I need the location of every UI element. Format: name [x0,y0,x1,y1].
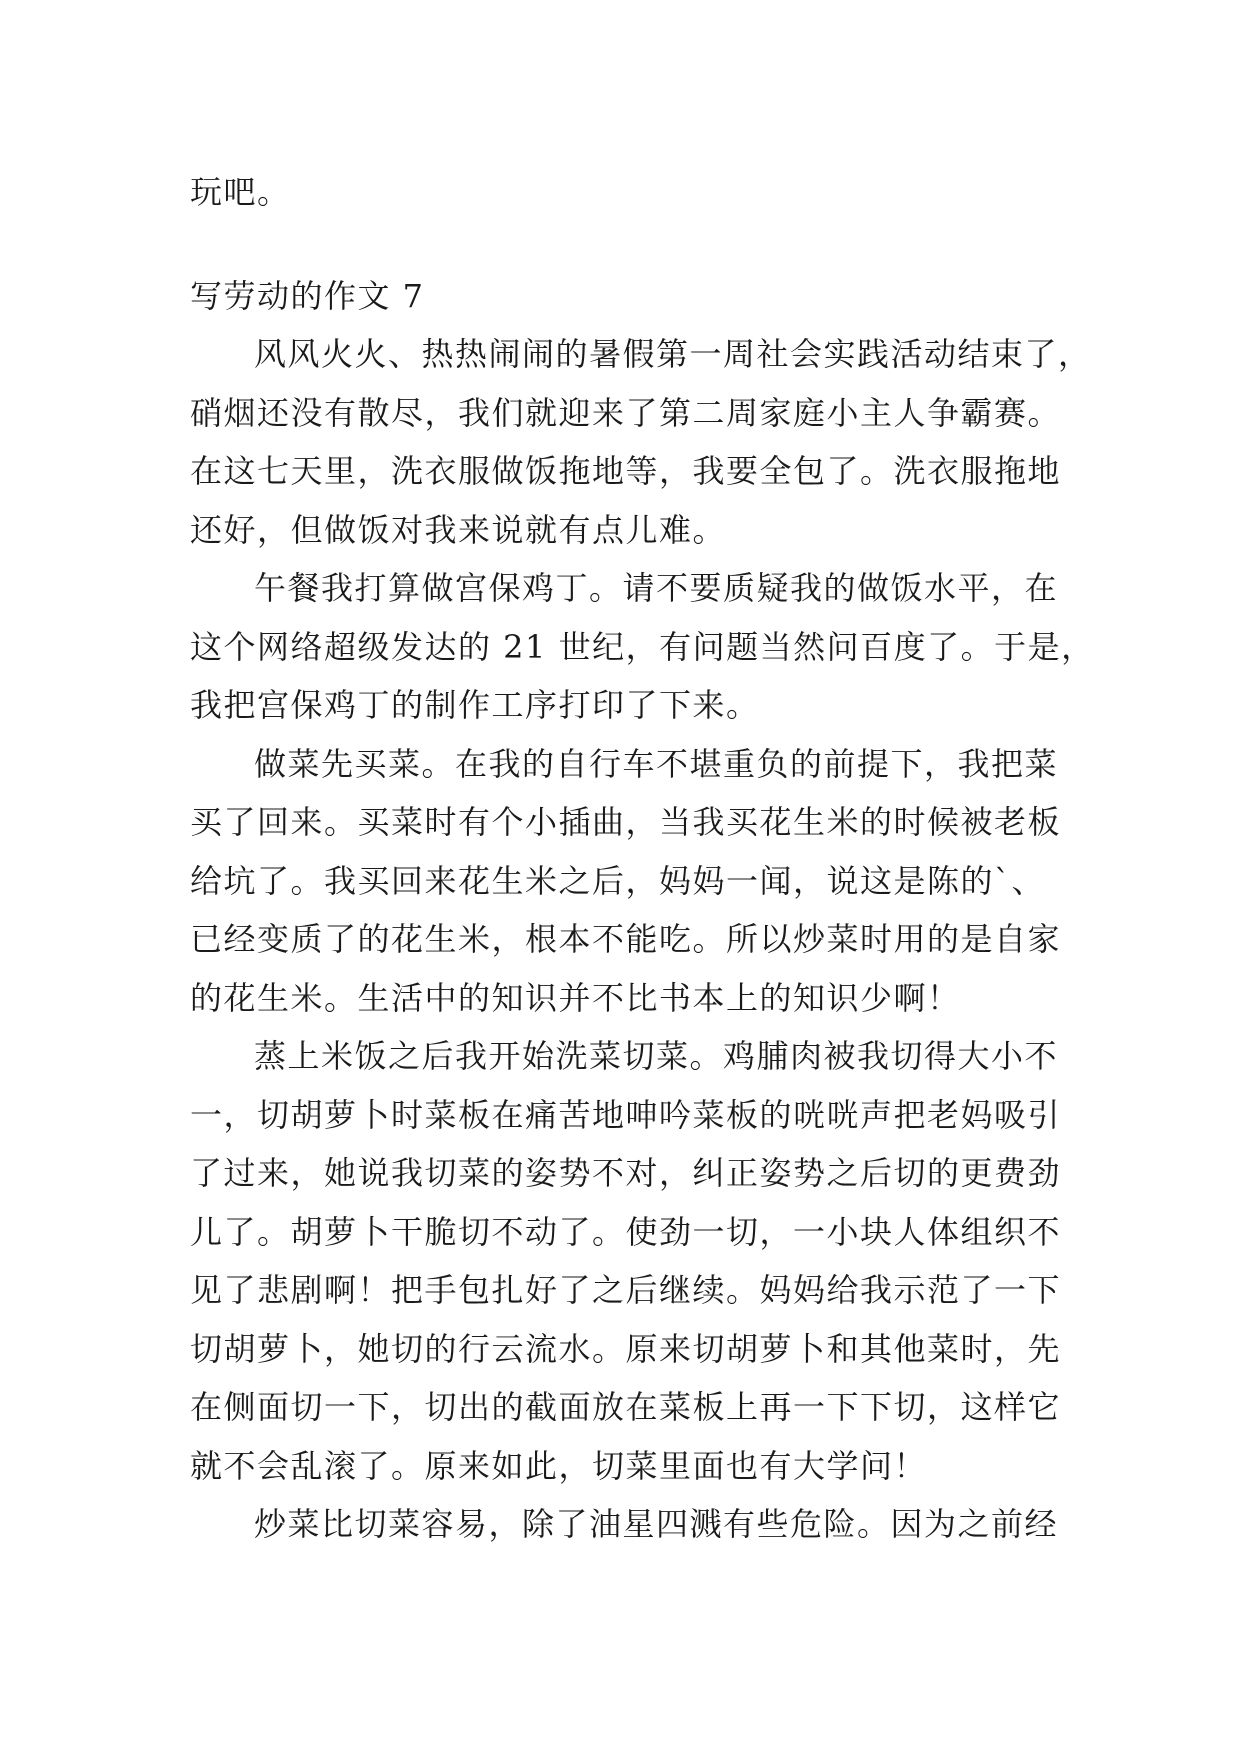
paragraph-1 [190,325,1092,559]
paragraph-line: 风风火火、热热闹闹的暑假第一周社会实践活动结束了， [254,335,1092,373]
paragraph-line: 硝烟还没有散尽，我们就迎来了第二周家庭小主人争霸赛。 [190,393,1062,432]
paragraph-line: 见了悲剧啊！把手包扎好了之后继续。妈妈给我示范了一下 [190,1271,1062,1309]
paragraph-line: 在这七天里，洗衣服做饭拖地等，我要全包了。洗衣服拖地 [190,452,1062,490]
paragraph-line: 买了回来。买菜时有个小插曲，当我买花生米的时候被老板 [190,803,1062,841]
paragraph-line: 的花生米。生活中的知识并不比书本上的知识少啊！ [190,978,961,1017]
paragraph-line: 给坑了。我买回来花生米之后，妈妈一闻，说这是陈的`、 [190,861,1046,900]
section-title: 写劳动的作文 7 [190,276,425,315]
paragraph-line: 儿了。胡萝卜干脆切不动了。使劲一切，一小块人体组织不 [190,1212,1062,1251]
paragraph-line: 这个网络超级发达的 21 世纪，有问题当然问百度了。于是， [190,627,1095,666]
paragraph-2 [190,559,1095,735]
paragraph-5 [190,1495,1060,1554]
paragraph-line: 了过来，她说我切菜的姿势不对，纠正姿势之后切的更费劲 [190,1154,1062,1192]
section-spacer [190,222,1060,267]
paragraph-line: 炒菜比切菜容易，除了油星四溅有些危险。因为之前经 [254,1505,1059,1543]
paragraph-line: 我把宫保鸡丁的制作工序打印了下来。 [190,686,760,724]
paragraph-line: 还好，但做饭对我来说就有点儿难。 [190,510,727,549]
paragraph-line: 在侧面切一下，切出的截面放在菜板上再一下下切，这样它 [190,1388,1062,1426]
paragraph-line: 一，切胡萝卜时菜板在痛苦地呻吟菜板的咣咣声把老妈吸引 [190,1095,1062,1134]
paragraph-line: 做菜先买菜。在我的自行车不堪重负的前提下，我把菜 [254,744,1059,783]
paragraph-line: 蒸上米饭之后我开始洗菜切菜。鸡脯肉被我切得大小不 [254,1037,1059,1075]
paragraph-4 [190,1027,1060,1495]
paragraph-line: 就不会乱滚了。原来如此，切菜里面也有大学问！ [190,1446,928,1485]
paragraph-line: 已经变质了的花生米，根本不能吃。所以炒菜时用的是自家 [190,920,1062,958]
paragraph-3 [190,735,1060,1028]
previous-paragraph-tail: 玩吧。 [190,173,291,211]
document-body [190,163,1095,1554]
paragraph-line: 切胡萝卜，她切的行云流水。原来切胡萝卜和其他菜时，先 [190,1329,1062,1368]
paragraph-line: 午餐我打算做宫保鸡丁。请不要质疑我的做饭水平，在 [254,569,1059,607]
